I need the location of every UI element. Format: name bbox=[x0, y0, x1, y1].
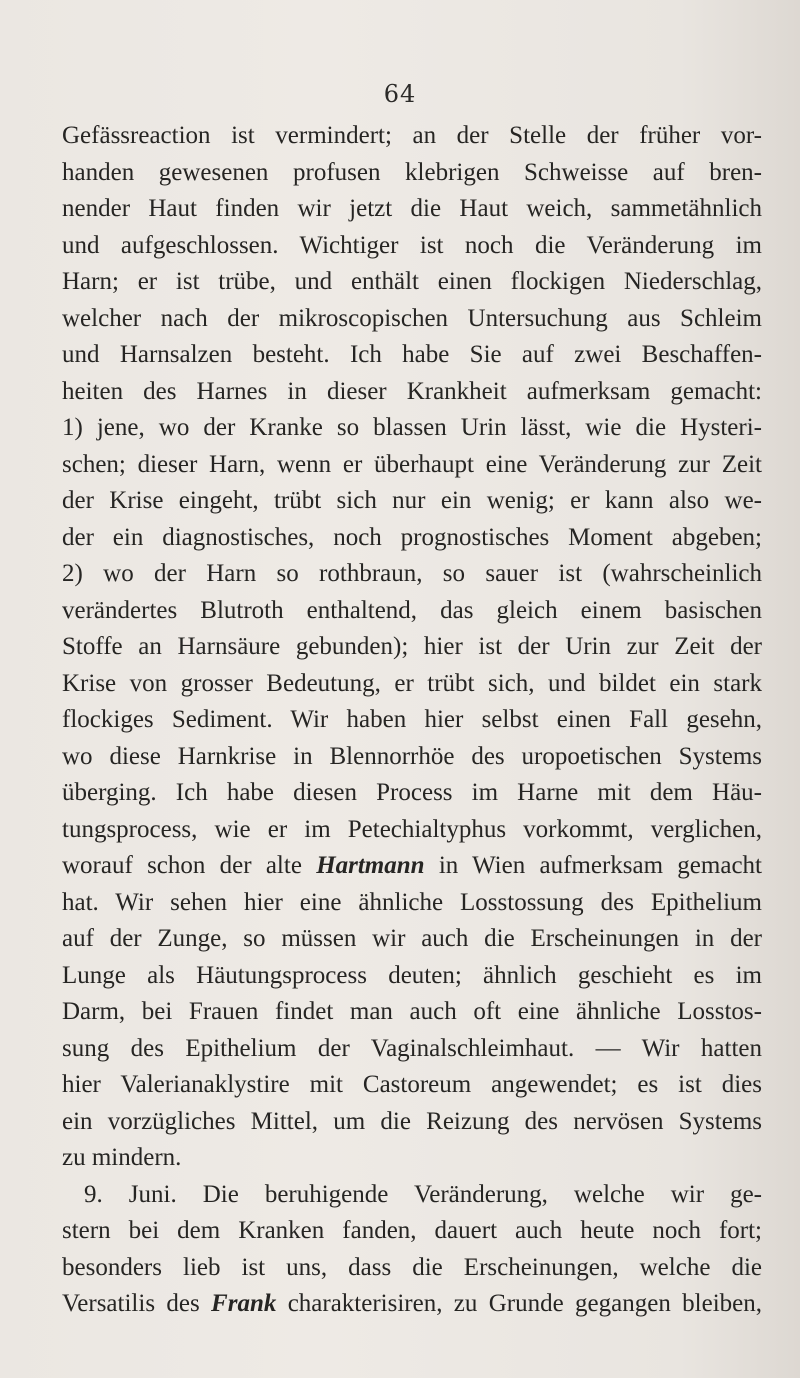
text-segment: 9. Juni. Die beruhigende Veränderung, welche wir ge- bbox=[84, 1180, 762, 1208]
text-line bbox=[62, 812, 762, 849]
text-segment: stern bei dem Kranken fanden, dauert auch heute noch fort; bbox=[62, 1217, 762, 1244]
text-line bbox=[62, 1104, 762, 1141]
text-segment: 1) jene, wo der Kranke so blassen Urin lässt, wie die Hysteri- bbox=[62, 414, 762, 441]
text-segment: Gefässreaction ist vermindert; an der Stelle der früher vor- bbox=[62, 122, 762, 149]
text-segment: handen gewesenen profusen klebrigen Schweisse auf bren- bbox=[62, 158, 762, 186]
text-segment: und Harnsalzen besteht. Ich habe Sie auf zwei Beschaffen- bbox=[62, 341, 762, 368]
text-segment: und aufgeschlossen. Wichtiger ist noch die Veränderung im bbox=[62, 231, 762, 259]
text-segment: sung des Epithelium der Vaginalschleimhaut. — Wir hatten bbox=[62, 1034, 762, 1062]
text-line bbox=[62, 1177, 762, 1214]
text-line bbox=[62, 228, 762, 265]
text-segment: verändertes Blutroth enthaltend, das gleich einem basischen bbox=[62, 596, 762, 624]
text-segment: hier Valerianaklystire mit Castoreum angewendet; es ist dies bbox=[62, 1071, 762, 1098]
text-line bbox=[62, 1140, 762, 1177]
text-line bbox=[62, 702, 762, 739]
text-line bbox=[62, 666, 762, 703]
page-number: 64 bbox=[383, 80, 417, 108]
text-segment: auf der Zunge, so müssen wir auch die Erscheinungen in der bbox=[62, 925, 762, 952]
text-segment: der ein diagnostisches, noch prognostisches Moment abgeben; bbox=[62, 523, 762, 551]
text-segment: ein vorzügliches Mittel, um die Reizung des nervösen Systems bbox=[62, 1107, 762, 1135]
text-segment: Versatilis des bbox=[62, 1290, 212, 1317]
text-segment: der Krise eingeht, trübt sich nur ein wenig; er kann also we- bbox=[62, 487, 762, 514]
text-line bbox=[62, 885, 762, 922]
text-line bbox=[62, 958, 762, 995]
emphasized-name: Frank bbox=[211, 1290, 277, 1317]
text-line bbox=[62, 1067, 762, 1104]
text-segment: 2) wo der Harn so rothbraun, so sauer ist (wahrscheinlich bbox=[62, 560, 762, 587]
text-line bbox=[62, 410, 762, 447]
text-segment: zu mindern. bbox=[62, 1144, 182, 1171]
text-segment: hat. Wir sehen hier eine ähnliche Losstossung des Epithelium bbox=[62, 888, 762, 916]
text-segment: Lunge als Häutungsprocess deuten; ähnlich geschieht es im bbox=[62, 961, 762, 989]
text-line bbox=[62, 1213, 762, 1250]
text-line bbox=[62, 556, 762, 593]
text-line bbox=[62, 447, 762, 484]
text-segment: Krise von grosser Bedeutung, er trübt sich, und bildet ein stark bbox=[62, 669, 762, 697]
text-segment: charakterisiren, zu Grunde gegangen bleiben, bbox=[276, 1290, 762, 1317]
text-segment: in Wien aufmerksam gemacht bbox=[424, 852, 762, 879]
text-segment: flockiges Sediment. Wir haben hier selbst einen Fall gesehn, bbox=[62, 706, 762, 733]
text-line bbox=[62, 264, 762, 301]
text-line bbox=[62, 593, 762, 630]
text-line bbox=[62, 739, 762, 776]
text-line bbox=[62, 848, 762, 885]
text-line bbox=[62, 155, 762, 192]
text-segment: worauf schon der alte bbox=[62, 852, 317, 879]
text-segment: welcher nach der mikroscopischen Untersuchung aus Schleim bbox=[62, 304, 762, 332]
text-line bbox=[62, 374, 762, 411]
text-line bbox=[62, 191, 762, 228]
text-segment: schen; dieser Harn, wenn er überhaupt eine Veränderung zur Zeit bbox=[62, 450, 762, 478]
body-text bbox=[62, 118, 762, 1323]
emphasized-name: Hartmann bbox=[316, 852, 425, 879]
text-line bbox=[62, 994, 762, 1031]
text-segment: Stoffe an Harnsäure gebunden); hier ist der Urin zur Zeit der bbox=[62, 633, 762, 660]
text-segment: wo diese Harnkrise in Blennorrhöe des uropoetischen Systems bbox=[62, 742, 762, 770]
text-line bbox=[62, 629, 762, 666]
text-line bbox=[62, 118, 762, 155]
text-line bbox=[62, 1286, 762, 1323]
text-segment: nender Haut finden wir jetzt die Haut weich, sammetähnlich bbox=[62, 195, 762, 222]
text-line bbox=[62, 775, 762, 812]
text-segment: tungsprocess, wie er im Petechialtyphus vorkommt, verglichen, bbox=[62, 815, 762, 843]
text-segment: heiten des Harnes in dieser Krankheit aufmerksam gemacht: bbox=[62, 377, 762, 405]
text-segment: Harn; er ist trübe, und enthält einen flockigen Niederschlag, bbox=[62, 268, 762, 295]
text-segment: besonders lieb ist uns, dass die Erscheinungen, welche die bbox=[62, 1253, 762, 1281]
text-line bbox=[62, 1031, 762, 1068]
text-segment: überging. Ich habe diesen Process im Harne mit dem Häu- bbox=[62, 779, 762, 806]
text-line bbox=[62, 1250, 762, 1287]
text-line bbox=[62, 520, 762, 557]
text-segment: Darm, bei Frauen findet man auch oft eine ähnliche Losstos- bbox=[62, 998, 762, 1025]
text-line bbox=[62, 301, 762, 338]
text-line bbox=[62, 337, 762, 374]
text-line bbox=[62, 921, 762, 958]
text-line bbox=[62, 483, 762, 520]
